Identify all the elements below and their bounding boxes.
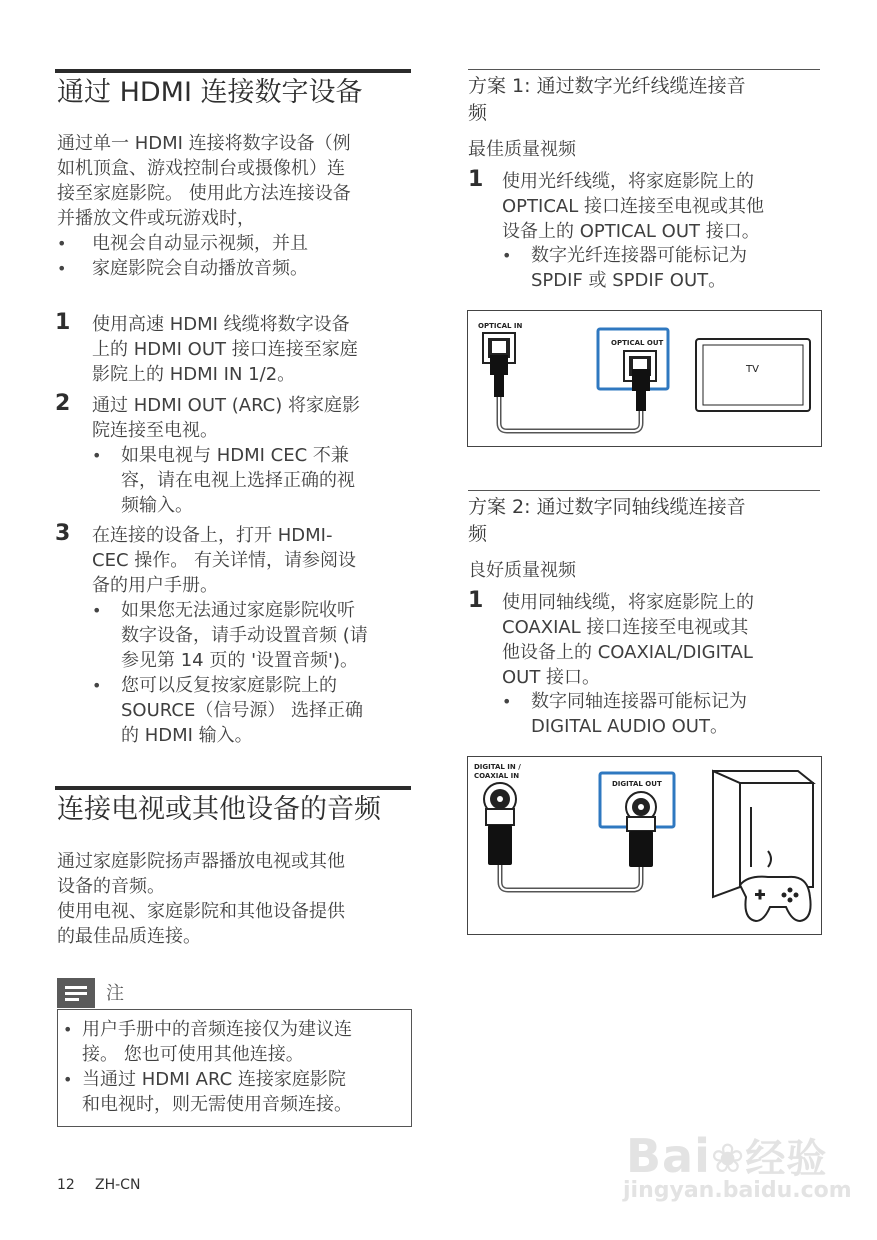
bullet-dot: • — [57, 259, 67, 278]
coaxial-in-label: COAXIAL IN — [474, 772, 520, 780]
console-side — [713, 771, 740, 897]
step-2-bullet: • 如果电视与 HDMI CEC 不兼 容，请在电视上选择正确的视 频输入。 — [92, 445, 355, 516]
game-controller-icon — [740, 877, 811, 921]
section-rule — [55, 69, 411, 73]
step-3-bullet: • 如果您无法通过家庭影院收听 数字设备，请手动设置音频 (请 参见第 14 页的 '设置音频')。 — [92, 600, 368, 671]
option-1-step: 使用光纤线缆，将家庭影院上的 OPTICAL 接口连接至电视或其他 设备上的 OPTICAL OUT 接口。 — [502, 171, 764, 242]
option-2-step: 使用同轴线缆，将家庭影院上的 COAXIAL 接口连接至电视或其 他设备上的 COAXIAL/DIGITAL OUT 接口。 — [502, 592, 754, 688]
coaxial-cable — [500, 865, 641, 890]
audio-intro: 通过家庭影院扬声器播放电视或其他 设备的音频。 使用电视、家庭影院和其他设备提供 的最佳品质连接。 — [57, 851, 345, 947]
digital-in-label: DIGITAL IN / — [474, 763, 521, 771]
step-number: 2 — [55, 391, 71, 416]
bullet-dot: • — [502, 246, 512, 265]
step-number: 1 — [468, 167, 484, 192]
note-label: 注 — [106, 983, 124, 1004]
coaxial-plug-left-collar — [486, 809, 514, 825]
tv-screen — [703, 345, 803, 405]
tv-label: TV — [746, 364, 759, 375]
section-rule — [468, 69, 820, 70]
step-number: 1 — [468, 588, 484, 613]
option-1-bullet: • 数字光纤连接器可能标记为 SPDIF 或 SPDIF OUT。 — [502, 245, 747, 291]
intro-line: 如机顶盒、游戏控制台或摄像机）连 — [57, 158, 345, 179]
option-2-subtitle: 良好质量视频 — [468, 560, 576, 581]
optical-in-socket-inner — [492, 341, 506, 353]
optical-in-label: OPTICAL IN — [478, 322, 523, 330]
intro-line: 通过单一 HDMI 连接将数字设备（例 — [57, 133, 351, 154]
hdmi-intro — [57, 131, 351, 231]
hdmi-bullet-list — [57, 231, 308, 281]
step-number: 1 — [55, 310, 71, 335]
watermark-logo: Bai❀经验 — [626, 1129, 828, 1183]
section-title-audio: 连接电视或其他设备的音频 — [57, 794, 381, 825]
section-rule — [468, 490, 820, 491]
bullet-dot: • — [92, 446, 102, 465]
coaxial-plug-right — [629, 831, 653, 867]
optical-plug-right — [632, 369, 650, 391]
option-1-subtitle: 最佳质量视频 — [468, 139, 576, 160]
watermark-url: jingyan.baidu.com — [623, 1178, 852, 1203]
language-code: ZH-CN — [95, 1177, 141, 1193]
optical-cable — [499, 397, 641, 431]
paw-icon: ❀ — [710, 1136, 746, 1182]
bullet-dot: • — [502, 692, 512, 711]
option-2-title: 方案 2: 通过数字同轴线缆连接音 频 — [468, 496, 746, 545]
bullet-dot: • — [63, 1070, 73, 1089]
optical-diagram-svg — [468, 311, 821, 446]
optical-diagram — [467, 310, 822, 447]
step-2-text: 通过 HDMI OUT (ARC) 将家庭影 院连接至电视。 — [92, 395, 360, 441]
step-3-bullet: • 您可以反复按家庭影院上的 SOURCE（信号源） 选择正确 的 HDMI 输入。 — [92, 675, 364, 746]
note-icon — [57, 978, 95, 1008]
bullet-dot: • — [63, 1020, 73, 1039]
coaxial-plug-left — [488, 825, 512, 865]
list-item: • 家庭影院会自动播放音频。 — [57, 258, 308, 279]
list-item: • 用户手册中的音频连接仅为建议连 接。 您也可使用其他连接。 — [63, 1019, 352, 1065]
bullet-dot: • — [92, 676, 102, 695]
section-title-hdmi: 通过 HDMI 连接数字设备 — [57, 77, 363, 108]
list-item: • 当通过 HDMI ARC 连接家庭影院 和电视时，则无需使用音频连接。 — [63, 1069, 352, 1115]
optical-out-label: OPTICAL OUT — [611, 339, 664, 347]
coaxial-diagram-svg — [468, 757, 821, 934]
optical-plug-left — [490, 355, 508, 375]
intro-line: 并播放文件或玩游戏时， — [57, 208, 255, 229]
note-items — [63, 1017, 352, 1117]
bullet-dot: • — [92, 601, 102, 620]
digital-out-label: DIGITAL OUT — [612, 780, 662, 788]
step-3-text: 在连接的设备上，打开 HDMI- CEC 操作。 有关详情，请参阅设 备的用户手册。 — [92, 525, 356, 596]
list-item: • 电视会自动显示视频，并且 — [57, 233, 308, 254]
optical-plug-left-tail — [494, 375, 504, 397]
step-number: 3 — [55, 521, 71, 546]
coaxial-diagram — [467, 756, 822, 935]
section-rule — [55, 786, 411, 790]
page-number: 12 — [57, 1177, 75, 1193]
step-1-text: 使用高速 HDMI 线缆将数字设备 上的 HDMI OUT 接口连接至家庭 影院上的 HDMI IN 1/2。 — [92, 314, 358, 385]
option-1-title: 方案 1: 通过数字光纤线缆连接音 频 — [468, 75, 746, 124]
option-2-bullet: • 数字同轴连接器可能标记为 DIGITAL AUDIO OUT。 — [502, 691, 747, 737]
intro-line: 接至家庭影院。 使用此方法连接设备 — [57, 183, 351, 204]
bullet-dot: • — [57, 234, 67, 253]
